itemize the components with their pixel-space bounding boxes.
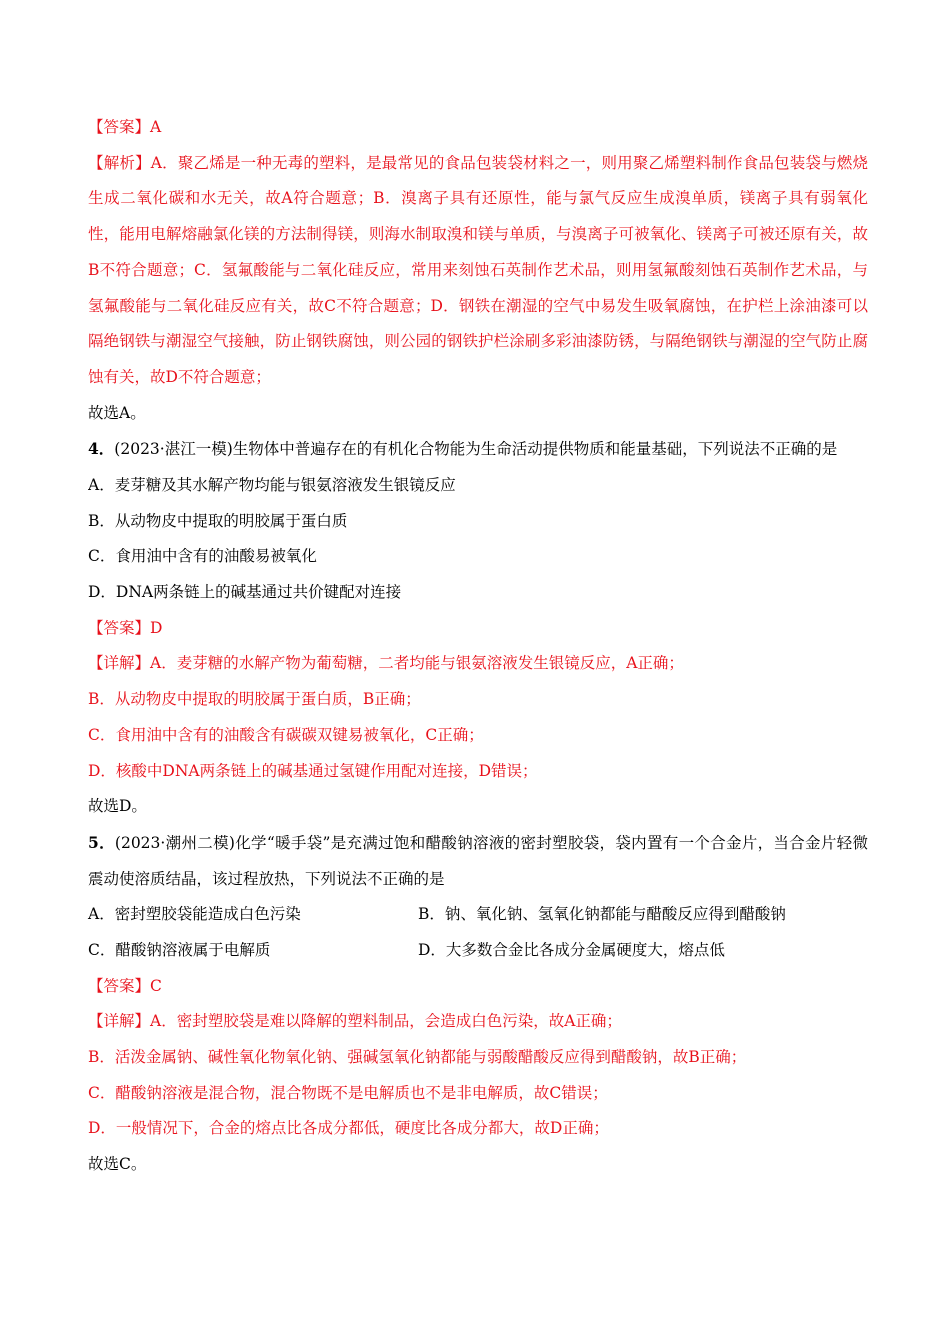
- q5-option-c: C．醋酸钠溶液属于电解质: [88, 940, 271, 959]
- q5-detail-b: B．活泼金属钠、碱性氧化物氧化钠、强碱氢氧化钠都能与弱酸醋酸反应得到醋酸钠，故B正确；: [88, 1048, 747, 1067]
- q5-options-row-2: [88, 933, 868, 969]
- question-5-stem: [88, 825, 868, 897]
- q5-option-d: D．大多数合金比各成分金属硬度大，熔点低: [418, 940, 725, 959]
- q5-detail-c: C．醋酸钠溶液是混合物，混合物既不是电解质也不是非电解质，故C错误；: [88, 1083, 608, 1102]
- q5-option-a: A．密封塑胶袋能造成白色污染: [88, 905, 301, 924]
- q4-conclusion: 故选D。: [88, 797, 147, 816]
- prev-analysis: 【解析】A．聚乙烯是一种无毒的塑料，是最常见的食品包装袋材料之一，则用聚乙烯塑料制作食品包装袋与燃烧生成二氧化碳和水无关，故A符合题意；B．溴离子具有还原性，能与氯气反应生成溴单质，镁离子具有弱氧化性，能用电解熔融氯化镁的方法制得镁，则海水制取溴和镁与单质，与溴离子可被氧化、镁离子可被还原有关，故B不符合题意；C．氢氟酸能与二氧化硅反应，常用来刻蚀石英制作艺术品，则用氢氟酸刻蚀石英制作艺术品，与氢氟酸能与二氧化硅反应有关，故C不符合题意；D．钢铁在潮湿的空气中易发生吸氧腐蚀，在护栏上涂油漆可以隔绝钢铁与潮湿空气接触，防止钢铁腐蚀，则公园的钢铁护栏涂刷多彩油漆防锈，与隔绝钢铁与潮湿的空气防止腐蚀有关，故D不符合题意；: [88, 153, 868, 386]
- q4-option-b: B．从动物皮中提取的明胶属于蛋白质: [88, 511, 348, 530]
- q4-answer-label: 【答案】D: [88, 618, 163, 637]
- q5-detail-d: D．一般情况下，合金的熔点比各成分都低，硬度比各成分都大，故D正确；: [88, 1119, 609, 1138]
- q4-option-d: D．DNA两条链上的碱基通过共价键配对连接: [88, 583, 402, 602]
- q5-option-b: B．钠、氧化钠、氢氧化钠都能与醋酸反应得到醋酸钠: [418, 905, 786, 924]
- q4-option-c: C．食用油中含有的油酸易被氧化: [88, 547, 317, 566]
- q5-answer-label: 【答案】C: [88, 976, 162, 995]
- question-5-number: 5．: [88, 832, 115, 852]
- q5-options-row-1: [88, 897, 868, 933]
- question-4-stem: [88, 431, 868, 468]
- prev-conclusion: 故选A。: [88, 403, 146, 422]
- question-4-number: 4．: [88, 439, 115, 459]
- question-5-text: (2023·潮州二模)化学“暖手袋”是充满过饱和醋酸钠溶液的密封塑胶袋，袋内置有一个合金片，当合金片轻微震动使溶质结晶，该过程放热，下列说法不正确的是: [88, 833, 868, 888]
- q4-detail-a: 【详解】A．麦芽糖的水解产物为葡萄糖，二者均能与银氨溶液发生银镜反应，A正确；: [88, 654, 684, 673]
- q4-detail-d: D．核酸中DNA两条链上的碱基通过氢键作用配对连接，D错误；: [88, 761, 538, 780]
- question-4-text: (2023·湛江一模)生物体中普遍存在的有机化合物能为生命活动提供物质和能量基础，下列说法不正确的是: [114, 440, 838, 459]
- q4-detail-b: B．从动物皮中提取的明胶属于蛋白质，B正确；: [88, 690, 421, 709]
- q4-option-a: A．麦芽糖及其水解产物均能与银氨溶液发生银镜反应: [88, 476, 456, 494]
- q5-conclusion: 故选C。: [88, 1155, 147, 1174]
- prev-answer-label: 【答案】A: [88, 118, 162, 136]
- document-page: [88, 110, 868, 1183]
- q5-detail-a: 【详解】A．密封塑胶袋是难以降解的塑料制品，会造成白色污染，故A正确；: [88, 1012, 622, 1031]
- q4-detail-c: C．食用油中含有的油酸含有碳碳双键易被氧化，C正确；: [88, 725, 484, 744]
